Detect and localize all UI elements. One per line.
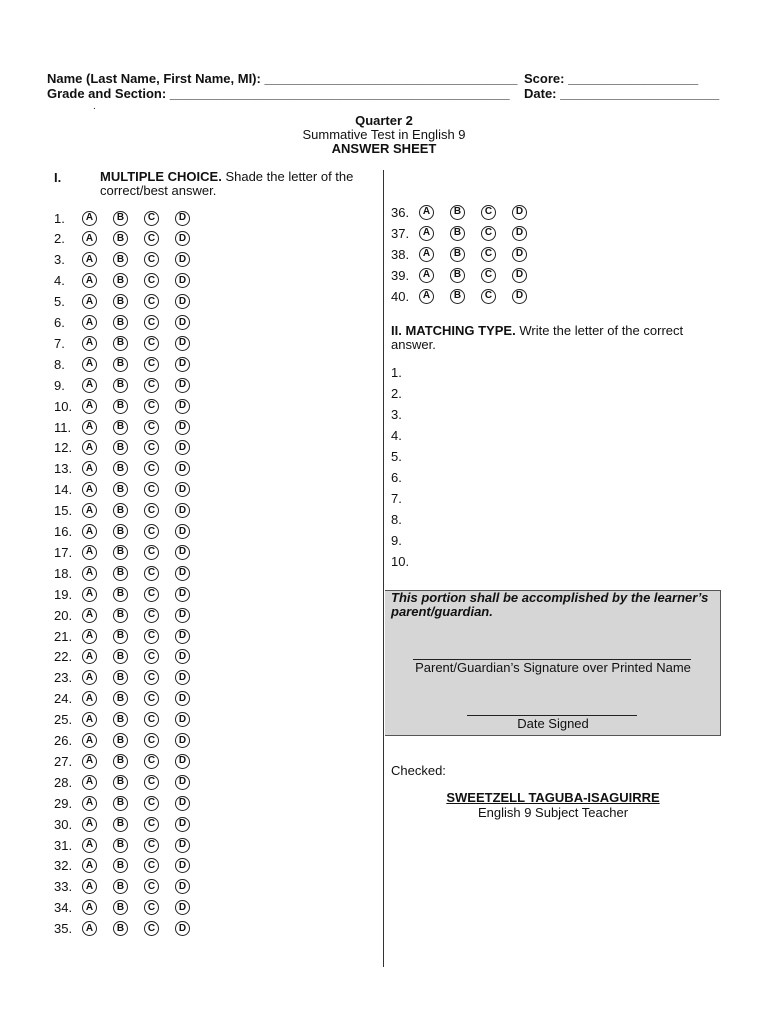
answer-bubble-c[interactable]: C <box>144 566 159 581</box>
answer-bubble-c[interactable]: C <box>144 315 159 330</box>
section-2-label: II. MATCHING TYPE. <box>391 323 516 338</box>
mc-item-number: 31. <box>54 837 73 853</box>
mc-item-number: 18. <box>54 565 73 581</box>
matching-item-number: 2. <box>391 386 402 401</box>
answer-bubble-b[interactable]: B <box>450 247 465 262</box>
answer-bubble-b[interactable]: B <box>113 629 128 644</box>
mc-item-number: 30. <box>54 816 73 832</box>
mc-item-row <box>54 626 206 646</box>
answer-bubble-b[interactable]: B <box>113 273 128 288</box>
test-subtitle: Summative Test in English 9 <box>302 127 466 142</box>
answer-bubble-b[interactable]: B <box>113 315 128 330</box>
answer-bubble-d[interactable]: D <box>175 315 190 330</box>
answer-bubble-c[interactable]: C <box>144 294 159 309</box>
answer-bubble-c[interactable]: C <box>144 399 159 414</box>
section-1-label: MULTIPLE CHOICE. <box>100 169 222 184</box>
answer-bubble-c[interactable]: C <box>144 733 159 748</box>
mc-item-row <box>54 919 206 939</box>
answer-bubble-c[interactable]: C <box>144 587 159 602</box>
answer-bubble-a[interactable]: A <box>82 566 97 581</box>
mc-item-number: 39. <box>391 267 410 283</box>
answer-bubble-d[interactable]: D <box>175 691 190 706</box>
answer-bubble-c[interactable]: C <box>144 775 159 790</box>
answer-bubble-c[interactable]: C <box>481 268 496 283</box>
answer-bubble-b[interactable]: B <box>113 817 128 832</box>
mc-item-number: 24. <box>54 691 73 707</box>
mc-item-number: 26. <box>54 733 73 748</box>
answer-bubble-a[interactable]: A <box>82 879 97 894</box>
quarter-title: Quarter 2 <box>355 113 413 128</box>
answer-bubble-d[interactable]: D <box>512 268 527 283</box>
column-divider <box>383 170 384 967</box>
answer-bubble-d[interactable]: D <box>175 420 190 435</box>
answer-bubble-d[interactable]: D <box>175 399 190 414</box>
answer-bubble-b[interactable]: B <box>113 608 128 623</box>
answer-bubble-d[interactable]: D <box>512 205 527 220</box>
answer-bubble-d[interactable]: D <box>175 566 190 581</box>
answer-bubble-b[interactable]: B <box>113 461 128 476</box>
mc-item-number: 1. <box>54 210 65 226</box>
mc-item-number: 9. <box>54 377 65 393</box>
answer-bubble-c[interactable]: C <box>144 817 159 832</box>
mc-item-row <box>54 438 206 458</box>
answer-bubble-b[interactable]: B <box>113 858 128 873</box>
answer-bubble-b[interactable]: B <box>113 524 128 539</box>
answer-bubble-c[interactable]: C <box>144 252 159 267</box>
answer-bubble-a[interactable]: A <box>82 858 97 873</box>
answer-bubble-d[interactable]: D <box>175 754 190 769</box>
answer-bubble-a[interactable]: A <box>419 268 434 283</box>
answer-bubble-b[interactable]: B <box>113 503 128 518</box>
answer-bubble-b[interactable]: B <box>113 294 128 309</box>
answer-bubble-c[interactable]: C <box>144 503 159 518</box>
answer-bubble-d[interactable]: D <box>512 226 527 241</box>
mc-item-number: 36. <box>391 204 410 220</box>
answer-bubble-a[interactable]: A <box>82 796 97 811</box>
answer-bubble-a[interactable]: A <box>82 252 97 267</box>
matching-item-number: 6. <box>391 470 402 485</box>
section-1-numeral: I. <box>54 170 62 185</box>
answer-bubble-a[interactable]: A <box>82 273 97 288</box>
stray-dot: . <box>93 101 96 112</box>
answer-bubble-c[interactable]: C <box>144 921 159 936</box>
answer-bubble-d[interactable]: D <box>512 289 527 304</box>
answer-bubble-d[interactable]: D <box>175 461 190 476</box>
answer-bubble-a[interactable]: A <box>82 420 97 435</box>
grade-section-field-label: Grade and Section: _______________________________________________ <box>47 86 510 101</box>
answer-bubble-d[interactable]: D <box>175 294 190 309</box>
matching-item-number: 5. <box>391 449 402 464</box>
matching-item-number: 10. <box>391 554 410 569</box>
mc-item-row <box>54 689 206 709</box>
mc-item-number: 28. <box>54 774 73 790</box>
answer-bubble-a[interactable]: A <box>82 294 97 309</box>
answer-bubble-b[interactable]: B <box>113 838 128 853</box>
answer-bubble-b[interactable]: B <box>113 252 128 267</box>
score-field-label: Score: __________________ <box>524 71 699 86</box>
mc-item-number: 20. <box>54 607 73 623</box>
mc-item-number: 38. <box>391 246 410 262</box>
answer-bubble-b[interactable]: B <box>450 205 465 220</box>
answer-bubble-a[interactable]: A <box>82 775 97 790</box>
answer-bubble-a[interactable]: A <box>419 205 434 220</box>
answer-bubble-a[interactable]: A <box>82 712 97 727</box>
mc-item-row <box>54 333 206 353</box>
answer-bubble-c[interactable]: C <box>144 420 159 435</box>
answer-bubble-d[interactable]: D <box>175 524 190 539</box>
answer-bubble-b[interactable]: B <box>113 879 128 894</box>
answer-bubble-b[interactable]: B <box>113 357 128 372</box>
answer-bubble-b[interactable]: B <box>113 900 128 915</box>
answer-bubble-c[interactable]: C <box>144 231 159 246</box>
answer-bubble-b[interactable]: B <box>113 775 128 790</box>
answer-bubble-a[interactable]: A <box>82 545 97 560</box>
answer-bubble-d[interactable]: D <box>175 587 190 602</box>
mc-item-number: 40. <box>391 288 410 304</box>
mc-item-number: 8. <box>54 356 65 372</box>
section-1-instruction-text: Shade the letter of the correct/best answer. <box>100 169 354 198</box>
mc-item-row <box>54 250 206 270</box>
answer-bubble-a[interactable]: A <box>82 399 97 414</box>
answer-bubble-a[interactable]: A <box>82 817 97 832</box>
mc-item-number: 22. <box>54 649 73 665</box>
answer-bubble-d[interactable]: D <box>175 273 190 288</box>
answer-bubble-d[interactable]: D <box>175 775 190 790</box>
mc-item-row <box>54 375 206 395</box>
mc-item-row <box>54 292 206 312</box>
answer-bubble-a[interactable]: A <box>82 921 97 936</box>
answer-bubble-a[interactable]: A <box>82 440 97 455</box>
checked-label: Checked: <box>391 763 446 778</box>
mc-item-number: 17. <box>54 544 73 560</box>
answer-bubble-d[interactable]: D <box>175 336 190 351</box>
answer-bubble-c[interactable]: C <box>144 838 159 853</box>
answer-bubble-b[interactable]: B <box>450 289 465 304</box>
answer-bubble-a[interactable]: A <box>82 670 97 685</box>
answer-bubble-c[interactable]: C <box>144 378 159 393</box>
mc-item-row <box>54 354 206 374</box>
answer-bubble-d[interactable]: D <box>175 440 190 455</box>
answer-bubble-b[interactable]: B <box>113 399 128 414</box>
mc-item-row <box>391 286 543 306</box>
mc-item-number: 16. <box>54 524 73 539</box>
answer-bubble-a[interactable]: A <box>419 226 434 241</box>
answer-bubble-c[interactable]: C <box>481 205 496 220</box>
mc-item-row <box>54 814 206 834</box>
answer-bubble-c[interactable]: C <box>144 796 159 811</box>
answer-bubble-b[interactable]: B <box>113 796 128 811</box>
mc-item-row <box>54 480 206 500</box>
mc-item-number: 33. <box>54 879 73 895</box>
answer-bubble-a[interactable]: A <box>82 378 97 393</box>
mc-item-row <box>54 584 206 604</box>
answer-bubble-d[interactable]: D <box>175 670 190 685</box>
answer-bubble-d[interactable]: D <box>175 378 190 393</box>
matching-item-number: 3. <box>391 407 402 422</box>
answer-bubble-c[interactable]: C <box>144 524 159 539</box>
answer-bubble-d[interactable]: D <box>175 796 190 811</box>
mc-item-number: 34. <box>54 900 73 916</box>
matching-item-number: 9. <box>391 533 402 548</box>
answer-bubble-b[interactable]: B <box>113 336 128 351</box>
matching-item-number: 7. <box>391 491 402 506</box>
answer-bubble-b[interactable]: B <box>113 712 128 727</box>
answer-bubble-a[interactable]: A <box>82 315 97 330</box>
answer-bubble-a[interactable]: A <box>82 231 97 246</box>
answer-bubble-a[interactable]: A <box>82 357 97 372</box>
date-field-label: Date: ______________________ <box>524 86 720 101</box>
answer-bubble-a[interactable]: A <box>82 211 97 226</box>
answer-bubble-d[interactable]: D <box>175 482 190 497</box>
answer-bubble-a[interactable]: A <box>419 247 434 262</box>
answer-bubble-c[interactable]: C <box>144 879 159 894</box>
answer-bubble-c[interactable]: C <box>144 608 159 623</box>
signature-caption: Parent/Guardian’s Signature over Printed Name <box>415 660 691 675</box>
mc-item-row <box>54 668 206 688</box>
mc-item-row <box>54 459 206 479</box>
answer-bubble-d[interactable]: D <box>175 608 190 623</box>
answer-bubble-a[interactable]: A <box>82 336 97 351</box>
answer-bubble-b[interactable]: B <box>113 378 128 393</box>
answer-bubble-c[interactable]: C <box>481 226 496 241</box>
mc-item-row <box>54 856 206 876</box>
teacher-role: English 9 Subject Teacher <box>477 805 629 820</box>
answer-bubble-c[interactable]: C <box>144 440 159 455</box>
answer-bubble-c[interactable]: C <box>144 461 159 476</box>
answer-bubble-c[interactable]: C <box>144 858 159 873</box>
mc-item-row <box>54 793 206 813</box>
answer-bubble-a[interactable]: A <box>82 482 97 497</box>
mc-item-row <box>54 731 206 751</box>
answer-bubble-d[interactable]: D <box>175 357 190 372</box>
answer-bubble-d[interactable]: D <box>175 858 190 873</box>
mc-item-row <box>391 265 543 285</box>
mc-item-row <box>391 223 543 243</box>
mc-item-row <box>54 877 206 897</box>
guardian-note: This portion shall be accomplished by the learner’s parent/guardian. <box>391 590 709 619</box>
matching-item-number: 4. <box>391 428 402 443</box>
guardian-portion-box <box>385 590 721 736</box>
answer-bubble-d[interactable]: D <box>175 838 190 853</box>
mc-item-number: 25. <box>54 712 73 728</box>
answer-bubble-b[interactable]: B <box>450 268 465 283</box>
answer-bubble-d[interactable]: D <box>175 649 190 664</box>
mc-item-row <box>54 898 206 918</box>
answer-bubble-d[interactable]: D <box>175 629 190 644</box>
answer-bubble-b[interactable]: B <box>450 226 465 241</box>
mc-item-row <box>391 244 543 264</box>
mc-item-row <box>54 396 206 416</box>
mc-item-row <box>54 772 206 792</box>
mc-item-number: 4. <box>54 273 65 289</box>
answer-bubble-d[interactable]: D <box>175 712 190 727</box>
answer-bubble-b[interactable]: B <box>113 231 128 246</box>
answer-bubble-a[interactable]: A <box>82 838 97 853</box>
answer-bubble-d[interactable]: D <box>175 900 190 915</box>
mc-item-row <box>54 522 206 542</box>
answer-bubble-d[interactable]: D <box>175 921 190 936</box>
answer-bubble-c[interactable]: C <box>144 691 159 706</box>
answer-bubble-c[interactable]: C <box>144 712 159 727</box>
mc-item-number: 10. <box>54 398 73 414</box>
mc-item-row <box>391 202 543 222</box>
answer-bubble-a[interactable]: A <box>82 503 97 518</box>
mc-item-row <box>54 751 206 771</box>
answer-bubble-b[interactable]: B <box>113 921 128 936</box>
answer-bubble-a[interactable]: A <box>82 900 97 915</box>
mc-item-row <box>54 313 206 333</box>
answer-bubble-a[interactable]: A <box>82 754 97 769</box>
mc-item-number: 32. <box>54 858 73 874</box>
answer-bubble-a[interactable]: A <box>82 461 97 476</box>
mc-item-number: 27. <box>54 753 73 769</box>
answer-bubble-d[interactable]: D <box>175 817 190 832</box>
answer-bubble-c[interactable]: C <box>481 289 496 304</box>
answer-bubble-c[interactable]: C <box>144 211 159 226</box>
mc-item-number: 35. <box>54 921 73 937</box>
mc-item-number: 19. <box>54 586 73 602</box>
mc-item-row <box>54 563 206 583</box>
mc-item-number: 21. <box>54 628 73 644</box>
matching-item-number: 1. <box>391 365 402 380</box>
answer-bubble-a[interactable]: A <box>82 629 97 644</box>
answer-bubble-a[interactable]: A <box>419 289 434 304</box>
answer-bubble-d[interactable]: D <box>175 503 190 518</box>
name-field-label: Name (Last Name, First Name, MI): ___________________________________ <box>47 71 518 86</box>
mc-item-number: 2. <box>54 231 65 247</box>
mc-item-number: 7. <box>54 335 65 351</box>
answer-bubble-b[interactable]: B <box>113 420 128 435</box>
mc-item-number: 11. <box>54 419 72 435</box>
answer-bubble-c[interactable]: C <box>144 482 159 497</box>
answer-bubble-d[interactable]: D <box>175 231 190 246</box>
mc-item-number: 14. <box>54 482 73 498</box>
mc-item-row <box>54 501 206 521</box>
mc-item-number: 37. <box>391 225 410 241</box>
mc-item-row <box>54 229 206 249</box>
answer-bubble-b[interactable]: B <box>113 440 128 455</box>
answer-bubble-b[interactable]: B <box>113 649 128 664</box>
answer-bubble-d[interactable]: D <box>175 545 190 560</box>
answer-bubble-c[interactable]: C <box>144 545 159 560</box>
answer-bubble-c[interactable]: C <box>144 336 159 351</box>
mc-item-row <box>54 271 206 291</box>
mc-item-number: 13. <box>54 461 73 477</box>
answer-bubble-c[interactable]: C <box>144 357 159 372</box>
answer-bubble-a[interactable]: A <box>82 608 97 623</box>
answer-bubble-a[interactable]: A <box>82 691 97 706</box>
answer-bubble-b[interactable]: B <box>113 733 128 748</box>
answer-bubble-a[interactable]: A <box>82 733 97 748</box>
mc-item-row <box>54 542 206 562</box>
mc-item-row <box>54 605 206 625</box>
teacher-name: SWEETZELL TAGUBA-ISAGUIRRE <box>446 790 660 805</box>
answer-bubble-a[interactable]: A <box>82 524 97 539</box>
answer-bubble-c[interactable]: C <box>481 247 496 262</box>
answer-bubble-b[interactable]: B <box>113 545 128 560</box>
mc-item-number: 3. <box>54 252 65 268</box>
mc-item-number: 29. <box>54 795 73 811</box>
mc-item-row <box>54 835 206 855</box>
answer-bubble-b[interactable]: B <box>113 587 128 602</box>
answer-sheet-heading: ANSWER SHEET <box>331 141 437 156</box>
answer-bubble-d[interactable]: D <box>512 247 527 262</box>
section-2-instruction-text: Write the letter of the correct answer. <box>391 323 684 352</box>
mc-item-row <box>54 417 206 437</box>
mc-item-number: 6. <box>54 315 65 330</box>
answer-bubble-c[interactable]: C <box>144 649 159 664</box>
answer-bubble-c[interactable]: C <box>144 754 159 769</box>
date-signed-caption: Date Signed <box>517 716 589 731</box>
mc-item-number: 5. <box>54 294 65 310</box>
answer-bubble-a[interactable]: A <box>82 587 97 602</box>
answer-bubble-b[interactable]: B <box>113 670 128 685</box>
answer-bubble-c[interactable]: C <box>144 629 159 644</box>
answer-bubble-c[interactable]: C <box>144 900 159 915</box>
mc-item-row <box>54 710 206 730</box>
answer-bubble-d[interactable]: D <box>175 211 190 226</box>
answer-bubble-b[interactable]: B <box>113 482 128 497</box>
answer-bubble-d[interactable]: D <box>175 733 190 748</box>
mc-item-row <box>54 208 206 228</box>
section-1-instructions <box>100 170 370 198</box>
answer-bubble-b[interactable]: B <box>113 754 128 769</box>
answer-bubble-b[interactable]: B <box>113 211 128 226</box>
section-2-instructions <box>391 324 711 352</box>
answer-bubble-a[interactable]: A <box>82 649 97 664</box>
answer-bubble-b[interactable]: B <box>113 691 128 706</box>
mc-item-number: 15. <box>54 503 73 519</box>
matching-item-number: 8. <box>391 512 402 527</box>
answer-bubble-c[interactable]: C <box>144 670 159 685</box>
answer-bubble-d[interactable]: D <box>175 879 190 894</box>
mc-item-number: 12. <box>54 440 73 456</box>
mc-item-row <box>54 647 206 667</box>
answer-bubble-d[interactable]: D <box>175 252 190 267</box>
mc-item-number: 23. <box>54 670 73 686</box>
answer-bubble-c[interactable]: C <box>144 273 159 288</box>
answer-bubble-b[interactable]: B <box>113 566 128 581</box>
